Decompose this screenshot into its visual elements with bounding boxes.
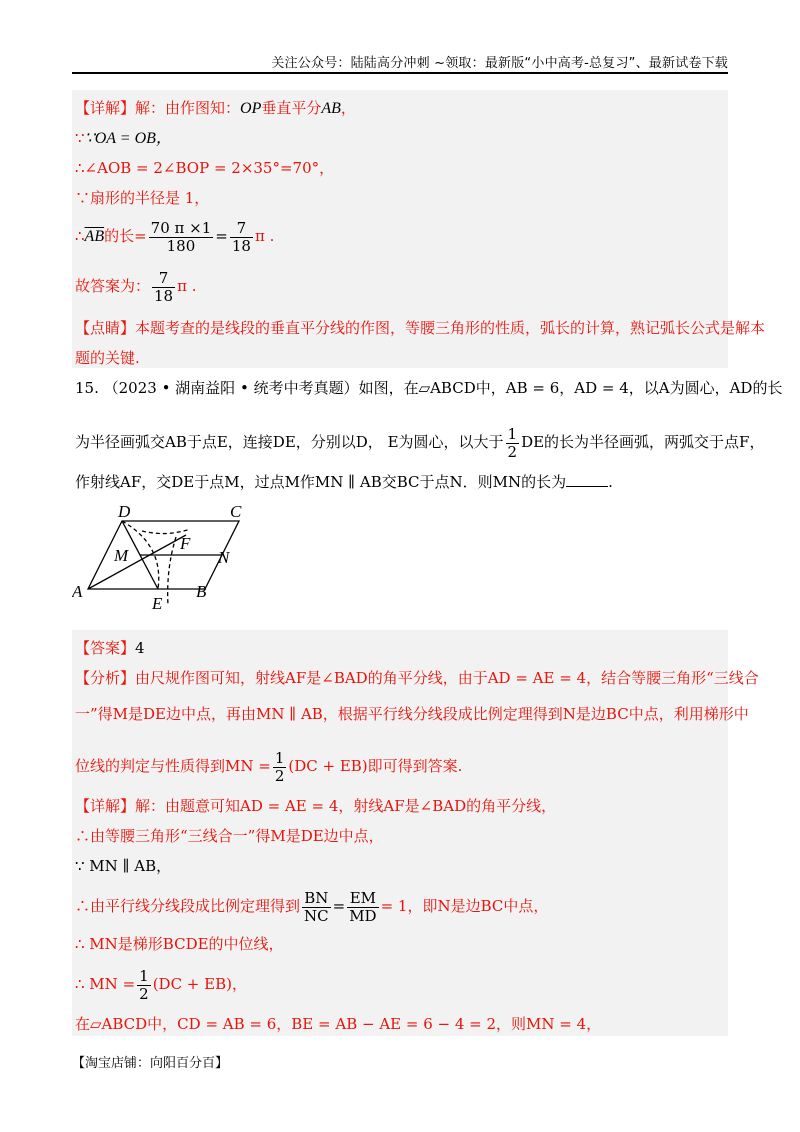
label-d: D [118, 505, 131, 521]
label-c: C [230, 505, 242, 521]
analysis-line3: 位线的判定与性质得到MN = $\frac{1}{2}$ (DC + EB)即可得到答案. [75, 748, 463, 785]
page-header: 关注公众号：陆陆高分冲刺 ~领取：最新版“小中高考-总复习”、最新试卷下载 [271, 56, 728, 71]
label-e: E [152, 594, 163, 613]
detail-line1: 【详解】解：由题意可知AD = AE = 4，射线AF是∠BAD的角平分线， [75, 797, 557, 815]
header-rule [72, 72, 728, 74]
parallelogram-figure [72, 505, 272, 615]
page-footer: 【淘宝店铺：向阳百分百】 [72, 1056, 229, 1071]
label-b: B [196, 582, 207, 601]
label-n: N [218, 548, 230, 567]
sol14-line5: $\therefore\overline{AB}$的长= $\frac{70 \pi \times 1}{180}$ = $\frac{7}{18}$ π . [75, 218, 275, 255]
label-a: A [72, 582, 83, 601]
detail-line7: 在▱ABCD中，CD = AB = 6，BE = AB − AE = 6 − 4 = 2，则MN = 4， [75, 1015, 602, 1033]
sol14-line3: ∴∠AOB = 2∠BOP = 2×35°=70°， [75, 159, 335, 177]
arc-from-d [142, 529, 190, 534]
sol14-answer: 故答案为： $\frac{7}{18}$ π . [75, 268, 197, 305]
detail-line2: ∴由等腰三角形“三线合一”得M是DE边中点， [75, 827, 384, 845]
label-f: F [180, 534, 191, 553]
arc-from-e [168, 537, 176, 605]
detail-line3: ∵ MN ∥ AB， [75, 857, 172, 875]
q15-line3: 作射线AF，交DE于点M，过点M作MN ∥ AB交BC于点N．则MN的长为 . [75, 473, 613, 491]
label-m: M [114, 546, 129, 565]
q15-line1: 15. （2023 • 湖南益阳 • 统考中考真题）如图，在▱ABCD中，AB = 6，AD = 4，以A为圆心，AD的长 [75, 379, 783, 397]
sol14-line1: 【详解】解：由作图知：OP垂直平分AB， [75, 99, 356, 117]
sol14-line2: ∵∵OA = OB， [75, 129, 172, 147]
detail-line5: ∴ MN是梯形BCDE的中位线， [75, 935, 284, 953]
detail-line4: ∴由平行线分线段成比例定理得到 $\frac{BN}{NC}$ = $\frac{EM}{MD}$ = 1，即N是边BC中点， [75, 888, 549, 925]
sol14-comment-1: 【点睛】本题考查的是线段的垂直平分线的作图，等腰三角形的性质，弧长的计算，熟记弧长公式是解本 [75, 319, 766, 337]
sol14-comment-2: 题的关键. [75, 349, 140, 367]
analysis-line1: 【分析】由尺规作图可知，射线AF是∠BAD的角平分线，由于AD = AE = 4，结合等腰三角形“三线合 [75, 669, 759, 687]
answer-line: 【答案】4 [75, 639, 145, 657]
analysis-line2: 一”得M是DE边中点，再由MN ∥ AB，根据平行线分线段成比例定理得到N是边BC中点，利用梯形中 [75, 705, 749, 723]
answer-blank [566, 472, 608, 487]
sol14-line4: ∵扇形的半径是 1， [75, 189, 210, 207]
q15-line2: 为半径画弧交AB于点E，连接DE，分别以D， E为圆心，以大于 $\frac{1}{2}$ DE的长为半径画弧，两弧交于点F， [75, 424, 765, 461]
detail-line6: ∴ MN = $\frac{1}{2}$ (DC + EB)， [75, 966, 247, 1003]
ray-af [88, 535, 186, 589]
